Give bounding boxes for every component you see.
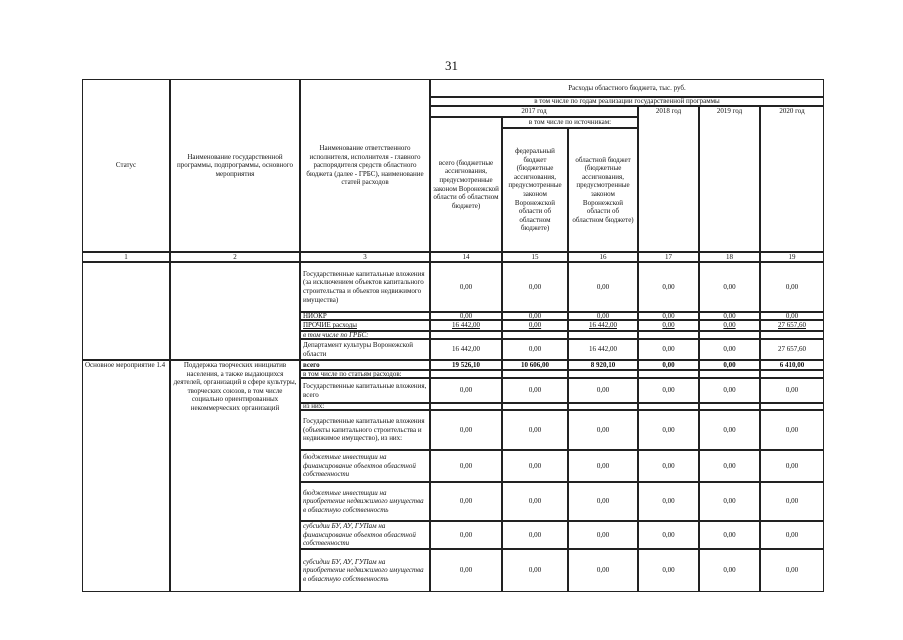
row-label: НИОКР [300, 312, 430, 320]
row-label: Государственные капитальные вложения, всего [300, 378, 430, 403]
row-value: 0,00 [760, 410, 824, 450]
row-value [699, 403, 760, 410]
row-value: 0,00 [502, 410, 568, 450]
row-value: 0,00 [638, 312, 699, 320]
row-value: 27 657,60 [760, 320, 824, 331]
row-value: 0,00 [502, 262, 568, 312]
row-value: 0,00 [638, 450, 699, 482]
header-year-2017: 2017 год [430, 106, 638, 117]
row-value: 0,00 [699, 360, 760, 370]
row-value: 0,00 [430, 549, 502, 592]
row-value [502, 370, 568, 378]
row-value: 16 442,00 [430, 320, 502, 331]
row-value: 16 442,00 [568, 339, 638, 360]
row-value: 27 657,60 [760, 339, 824, 360]
row-value: 0,00 [502, 320, 568, 331]
row-value: 0,00 [760, 450, 824, 482]
row-value: 0,00 [760, 262, 824, 312]
row-value: 0,00 [699, 378, 760, 403]
header-by-years: в том числе по годам реализации государственной программы [430, 97, 824, 106]
row-value [568, 403, 638, 410]
row-value [430, 370, 502, 378]
header-federal-col: федеральный бюджет (бюджетные ассигнования, предусмотренные законом Воронежской области об областном бюджете) [502, 128, 568, 252]
row-value: 0,00 [638, 320, 699, 331]
row-label: ПРОЧИЕ расходы [300, 320, 430, 331]
column-number: 19 [760, 252, 824, 262]
row-value: 0,00 [430, 410, 502, 450]
row-label: всего [300, 360, 430, 370]
row-value [430, 403, 502, 410]
column-number: 15 [502, 252, 568, 262]
row-value [502, 403, 568, 410]
column-number: 14 [430, 252, 502, 262]
row-value: 0,00 [568, 450, 638, 482]
row-value [430, 331, 502, 339]
row-value: 0,00 [638, 339, 699, 360]
row-value: 0,00 [699, 521, 760, 549]
row-value: 16 442,00 [568, 320, 638, 331]
row-label: субсидии БУ, АУ, ГУПам на финансирование объектов областной собственности [300, 521, 430, 549]
row-value [760, 370, 824, 378]
row-label: бюджетные инвестиции на финансирование объектов областной собственности [300, 450, 430, 482]
row-value: 0,00 [568, 521, 638, 549]
row-value [638, 331, 699, 339]
row-value: 0,00 [699, 410, 760, 450]
row-label: Государственные капитальные вложения (объекты капитального строительства и недвижимое имущество), из них: [300, 410, 430, 450]
header-year-2018: 2018 год [638, 106, 699, 252]
row-label: в том числе по ГРБС: [300, 331, 430, 339]
page-number: 31 [445, 58, 458, 73]
row-value: 0,00 [760, 378, 824, 403]
row-value [699, 370, 760, 378]
header-regional-col: областной бюджет (бюджетные ассигнования, предусмотренные законом Воронежской области об областном бюджете) [568, 128, 638, 252]
row-value: 0,00 [430, 521, 502, 549]
row-value: 0,00 [502, 482, 568, 521]
row-value: 0,00 [638, 549, 699, 592]
row-value: 0,00 [430, 482, 502, 521]
main-activity-name: Поддержка творческих инициатив населения, а также выдающихся деятелей, организаций в сфере культуры, творческих союзов, в том числе социально ориентированных некоммерческих организаций [170, 360, 300, 592]
column-number: 17 [638, 252, 699, 262]
row-value: 0,00 [568, 312, 638, 320]
row-value: 0,00 [502, 339, 568, 360]
row-value [502, 331, 568, 339]
row-value: 0,00 [638, 262, 699, 312]
row-value: 0,00 [699, 312, 760, 320]
row-label: Департамент культуры Воронежской области [300, 339, 430, 360]
row-value: 6 410,00 [760, 360, 824, 370]
status-cell-empty [82, 262, 170, 360]
row-value: 0,00 [699, 482, 760, 521]
row-value: 0,00 [638, 360, 699, 370]
row-value: 0,00 [502, 521, 568, 549]
row-value [568, 331, 638, 339]
row-label: субсидии БУ, АУ, ГУПам на приобретение недвижимого имущества в областную собственность [300, 549, 430, 592]
row-value: 0,00 [699, 339, 760, 360]
header-executor: Наименование ответственного исполнителя, исполнителя - главного распорядителя средств областного бюджета (далее - ГРБС), наименование статей расходов [300, 79, 430, 252]
row-value: 0,00 [502, 450, 568, 482]
row-value: 0,00 [699, 320, 760, 331]
row-value: 8 920,10 [568, 360, 638, 370]
row-value: 0,00 [760, 482, 824, 521]
header-expenses: Расходы областного бюджета, тыс. руб. [430, 79, 824, 97]
row-value: 0,00 [430, 262, 502, 312]
header-program-name: Наименование государственной программы, подпрограммы, основного мероприятия [170, 79, 300, 252]
row-label: из них: [300, 403, 430, 410]
row-value [638, 370, 699, 378]
main-activity-status: Основное мероприятие 1.4 [82, 360, 170, 592]
column-number: 1 [82, 252, 170, 262]
row-label: Государственные капитальные вложения (за исключением объектов капитального строительства и объектов недвижимого имущества) [300, 262, 430, 312]
row-value: 0,00 [430, 378, 502, 403]
header-status: Статус [82, 79, 170, 252]
row-value [760, 403, 824, 410]
column-number: 18 [699, 252, 760, 262]
header-year-2020: 2020 год [760, 106, 824, 252]
row-value: 19 526,10 [430, 360, 502, 370]
column-number: 3 [300, 252, 430, 262]
row-label: бюджетные инвестиции на приобретение недвижимого имущества в областную собственность [300, 482, 430, 521]
row-value: 0,00 [760, 521, 824, 549]
header-year-2019: 2019 год [699, 106, 760, 252]
row-value: 0,00 [760, 549, 824, 592]
column-number: 2 [170, 252, 300, 262]
row-value: 0,00 [638, 482, 699, 521]
row-value [568, 370, 638, 378]
row-value: 0,00 [699, 549, 760, 592]
row-value: 0,00 [430, 450, 502, 482]
row-value: 0,00 [502, 378, 568, 403]
row-value: 0,00 [568, 482, 638, 521]
row-label: в том числе по статьям расходов: [300, 370, 430, 378]
row-value: 16 442,00 [430, 339, 502, 360]
header-total-col: всего (бюджетные ассигнования, предусмотренные законом Воронежской области об областном бюджете) [430, 117, 502, 252]
row-value: 0,00 [699, 450, 760, 482]
row-value: 0,00 [638, 410, 699, 450]
row-value: 0,00 [502, 312, 568, 320]
row-value [699, 331, 760, 339]
row-value: 0,00 [638, 521, 699, 549]
row-value [638, 403, 699, 410]
row-value: 10 606,00 [502, 360, 568, 370]
budget-table [82, 79, 824, 634]
row-value: 0,00 [502, 549, 568, 592]
row-value [760, 331, 824, 339]
row-value: 0,00 [568, 262, 638, 312]
row-value: 0,00 [638, 378, 699, 403]
row-value: 0,00 [760, 312, 824, 320]
row-value: 0,00 [568, 410, 638, 450]
row-value: 0,00 [568, 549, 638, 592]
row-value: 0,00 [568, 378, 638, 403]
header-by-sources: в том числе по источникам: [502, 117, 638, 128]
row-value: 0,00 [430, 312, 502, 320]
name-cell-empty [170, 262, 300, 360]
column-number: 16 [568, 252, 638, 262]
row-value: 0,00 [699, 262, 760, 312]
